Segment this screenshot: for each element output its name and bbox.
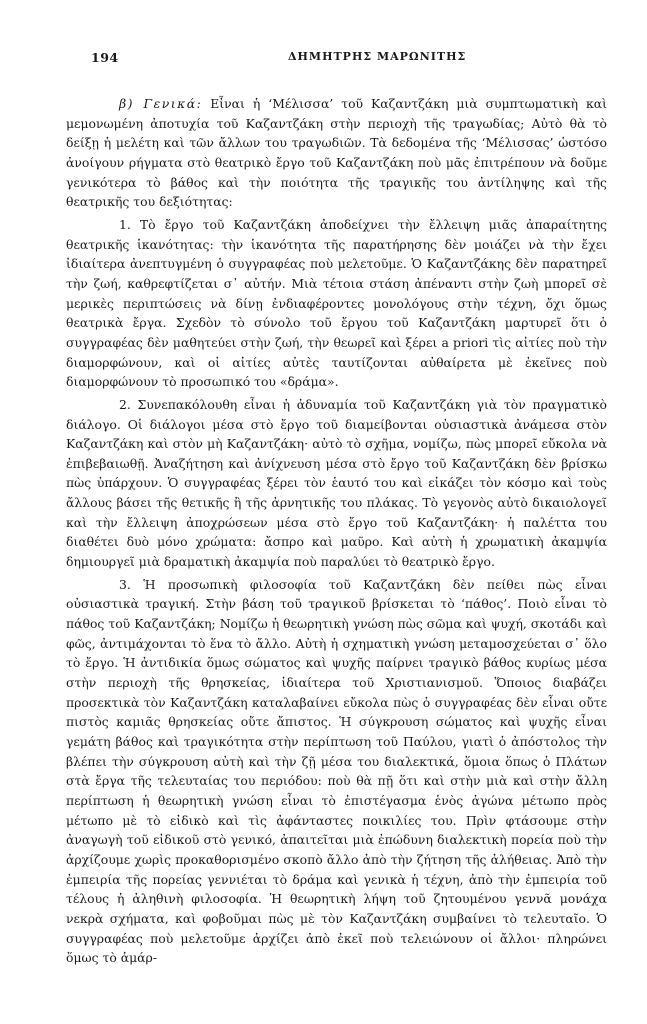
page-header: [66, 50, 607, 72]
intro-paragraph: [66, 94, 607, 212]
numbered-paragraph-1: 1. Τὸ ἔργο τοῦ Καζαντζάκη ἀποδείχνει τὴν ἔλλειψη μιᾶς ἀπαραίτητης θεατρικῆς ἱκανότητας: τὴν ἱκανότητα τῆς παρατήρησης δὲν μοιάζει νὰ τὴν ἔχει ἰδιαίτερα ἀνεπτυγμένη ὁ συγγραφέας ποὺ μελετοῦμε. Ὁ Καζαντζάκης δὲν παρατηρεῖ τὴν ζωή, καθρεφτίζεται σ᾽ αὐτήν. Μιὰ τέτοια στάση ἀπέναντι στὴν ζωὴ μπορεῖ σὲ μερικὲς περιπτώσεις νὰ δίνῃ ἐνδιαφέροντες μονολόγους στὴν τέχνη, ὄχι ὅμως θεατρικὰ ἔργα. Σχεδὸν τὸ σύνολο τοῦ ἔργου τοῦ Καζαντζάκη μαρτυρεῖ ὅτι ὁ συγγραφέας δὲν μαθητεύει στὴν ζωή, τὴν θεωρεῖ καὶ ξέρει a priori τὶς αἰτίες ποὺ τὴν διαμορφώνουν, καὶ οἱ αἰτίες αὐτὲς ταυτίζονται αὐθαίρετα μὲ ἐκεῖνες ποὺ διαμορφώνουν τὸ προσωπικό του «δράμα».: [66, 216, 607, 390]
intro-text: Εἶναι ἡ ‘Μέλισσα’ τοῦ Καζαντζάκη μιὰ συμπτωματικὴ καὶ μεμονωμένη ἀποτυχία τοῦ Καζαντζάκη στὴν περιοχὴ τῆς τραγωδίας; Αὐτὸ θὰ τὸ δείξῃ ἡ μελέτη καὶ τῶν ἄλλων του τραγωδιῶν. Τὰ δεδομένα τῆς ‘Μέλισσας’ ὡστόσο ἀνοίγουν ρήγματα στὸ θεατρικὸ ἔργο τοῦ Καζαντζάκη ποὺ μᾶς ἐπιτρέπουν νὰ δοῦμε γενικότερα τὸ βάθος καὶ τὴν ποιότητα τῆς τραγικῆς του ἀντίληψης καὶ τῆς θεατρικῆς του δεξιότητας:: [66, 96, 607, 210]
body-text: [66, 94, 607, 968]
numbered-paragraph-2: 2. Συνεπακόλουθη εἶναι ἡ ἀδυναμία τοῦ Καζαντζάκη γιὰ τὸν πραγματικὸ διάλογο. Οἱ διάλογοι μέσα στὸ ἔργο τοῦ διαμείβονται οὐσιαστικὰ ἀνάμεσα στὸν Καζαντζάκη καὶ στὸν μὴ Καζαντζάκη· αὐτὸ τὸ σχῆμα, νομίζω, πὼς μπορεῖ εὔκολα νὰ ἐπιβεβαιωθῇ. Ἀναζήτηση καὶ ἀνίχνευση μέσα στὸ ἔργο τοῦ Καζαντζάκη δὲν βρίσκω πὼς ὑπάρχουν. Ὁ συγγραφέας ξέρει τὸν ἑαυτό του καὶ εἰκάζει τὸν κόσμο καὶ τοὺς ἄλλους βάσει τῆς θετικῆς ἢ τῆς ἀρνητικῆς του πλάκας. Τὸ γεγονὸς αὐτὸ δικαιολογεῖ καὶ τὴν ἔλλειψη ἀποχρώσεων μέσα στὸ ἔργο τοῦ Καζαντζάκη· ἡ παλέττα του διαθέτει δυὸ μόνο χρώματα: ἄσπρο καὶ μαῦρο. Καὶ αὐτὴ ἡ χρωματικὴ ἀκαμψία δημιουργεῖ μιὰ δραματικὴ ἀκαμψία ποὺ παραλύει τὸ θεατρικὸ ἔργο.: [66, 396, 607, 570]
numbered-paragraph-3: 3. Ἡ προσωπικὴ φιλοσοφία τοῦ Καζαντζάκη δὲν πείθει πὼς εἶναι οὐσιαστικὰ τραγική. Στὴν βάση τοῦ τραγικοῦ βρίσκεται τὸ ‘πάθος’. Ποιὸ εἶναι τὸ πάθος τοῦ Καζαντζάκη; Νομίζω ἡ θεωρητικὴ γνώση πὼς σῶμα καὶ ψυχή, σκοτάδι καὶ φῶς, ἀντιμάχονται τὸ ἕνα τὸ ἄλλο. Αὐτὴ ἡ σχηματικὴ γνώση μεταμοσχεύεται σ᾽ ὅλο τὸ ἔργο. Ἡ ἀντιδικία ὅμως σώματος καὶ ψυχῆς παίρνει τραγικὸ βάθος κυρίως μέσα στὴν περιοχὴ τῆς θρησκείας, ἰδιαίτερα τοῦ Χριστιανισμοῦ. Ὅποιος διαβάζει προσεκτικὰ τὸν Καζαντζάκη καταλαβαίνει εὔκολα πὼς ὁ συγγραφέας δὲν εἶναι οὔτε πιστὸς καμιᾶς θρησκείας οὔτε ἄπιστος. Ἡ σύγκρουση σώματος καὶ ψυχῆς εἶναι γεμάτη βάθος καὶ τραγικότητα στὴν περίπτωση τοῦ Παύλου, γιατὶ ὁ ἀπόστολος τὴν βλέπει τὴν σύγκρουση αὐτὴ καὶ τὴν ζῇ μέσα του διαλεκτικά, ὅμοια ὅπως ὁ Πλάτων στὰ ἔργα τῆς τελευταίας του περιόδου: ποὺ θὰ πῇ ὅτι καὶ στὴν μιὰ καὶ στὴν ἄλλη περίπτωση ἡ θεωρητικὴ γνώση εἶναι τὸ ἐπιστέγασμα ἑνὸς ἀγώνα μέτωπο πρὸς μέτωπο μὲ τὸ εἰδικὸ καὶ τὶς ἀφάνταστες ποικιλίες του. Πρὶν φτάσουμε στὴν ἀναγωγὴ τοῦ εἰδικοῦ στὸ γενικό, ἀπαιτεῖται μιὰ ἐπώδυνη διαλεκτικὴ πορεία ποὺ τὴν ἀρχίζουμε χωρὶς προκαθορισμένο σκοπὸ ἄλλο ἀπὸ τὴν ζήτηση τῆς ἀλήθειας. Ἀπὸ τὴν ἐμπειρία τῆς πορείας γεννιέται τὸ δράμα καὶ γενικὰ ἡ τέχνη, ἀπὸ τὴν ἐμπειρία τοῦ τέλους ἡ ἀληθινὴ φιλοσοφία. Ἡ θεωρητικὴ λήψη τοῦ ζητουμένου γεννᾶ μονάχα νεκρὰ σχήματα, καὶ φοβοῦμαι πὼς μὲ τὸν Καζαντζάκη συμβαίνει τὸ τελευταῖο. Ὁ συγγραφέας ποὺ μελετοῦμε ἀρχίζει ἀπὸ ἐκεῖ ποὺ τελειώνουν οἱ ἄλλοι· πληρώνει ὅμως τὸ ἀμάρ-: [66, 576, 607, 966]
running-head-author: ΔΗΜΗΤΡΗΣ ΜΑΡΩΝΙΤΗΣ: [288, 50, 467, 63]
page-number: 194: [91, 50, 119, 65]
section-label: β) Γενικά:: [119, 96, 203, 111]
book-page: [66, 50, 607, 971]
